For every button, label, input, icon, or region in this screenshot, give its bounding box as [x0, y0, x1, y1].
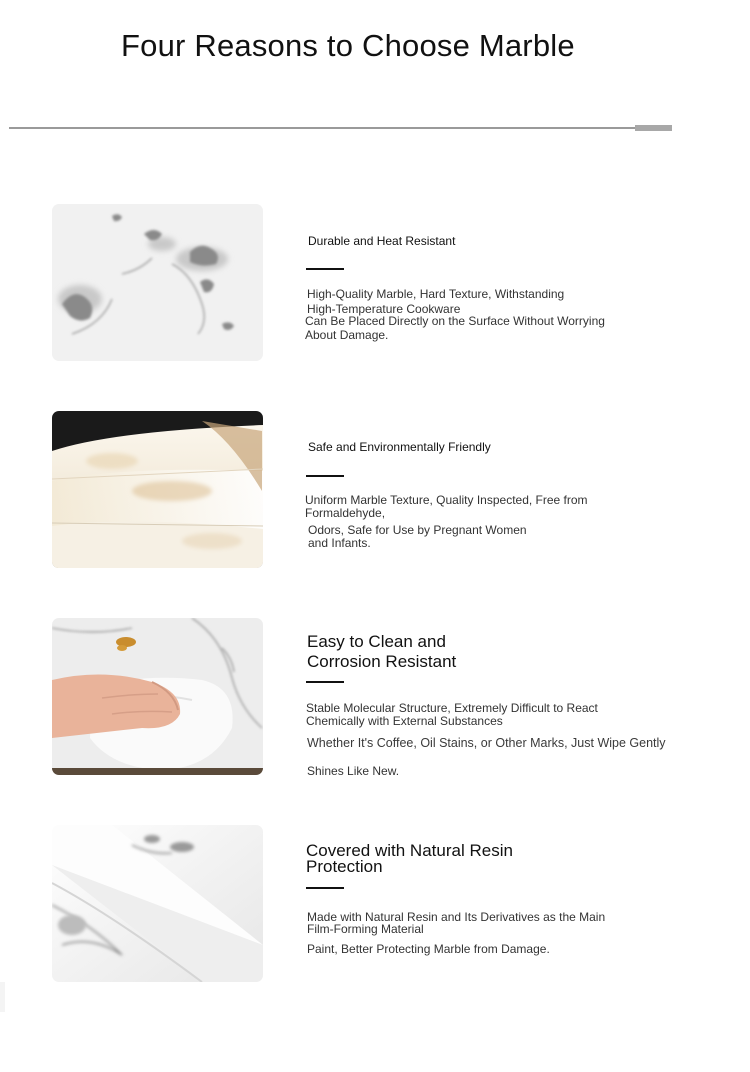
wiping-marble-image — [52, 618, 263, 775]
feature-description-line: Formaldehyde, — [305, 506, 386, 520]
page-title: Four Reasons to Choose Marble — [121, 28, 575, 63]
feature-title: Durable and Heat Resistant — [308, 234, 456, 248]
title-divider — [9, 127, 636, 129]
feature-description-line: High-Quality Marble, Hard Texture, Withstanding — [307, 287, 565, 301]
feature-title: Safe and Environmentally Friendly — [308, 440, 491, 454]
marble-slabs-image — [52, 411, 263, 568]
marble-texture-image — [52, 204, 263, 361]
feature-description-line: Whether It's Coffee, Oil Stains, or Other Marks, Just Wipe Gently — [307, 736, 666, 750]
feature-description-line: Shines Like New. — [307, 764, 400, 778]
divider-accent — [635, 125, 672, 131]
feature-description-line: and Infants. — [308, 536, 371, 550]
feature-description-line: About Damage. — [305, 328, 389, 342]
feature-easy-clean — [0, 618, 750, 778]
marble-edge-image — [52, 825, 263, 982]
feature-title: Corrosion Resistant — [307, 652, 457, 671]
feature-underline — [306, 268, 344, 270]
feature-durable — [0, 204, 750, 364]
feature-title: Covered with Natural Resin — [306, 841, 513, 860]
feature-description-line: High-Temperature Cookware — [307, 302, 461, 316]
feature-safe — [0, 411, 750, 571]
feature-resin — [0, 825, 750, 985]
feature-title: Easy to Clean and — [307, 632, 446, 651]
feature-description-line: Film-Forming Material — [307, 922, 424, 936]
feature-description-line: Stable Molecular Structure, Extremely Difficult to React — [306, 701, 598, 715]
feature-description-line: Made with Natural Resin and Its Derivatives as the Main — [307, 910, 606, 924]
feature-description-line: Odors, Safe for Use by Pregnant Women — [308, 523, 527, 537]
feature-description-line: Paint, Better Protecting Marble from Damage. — [307, 942, 550, 956]
edge-shadow — [0, 982, 5, 1012]
feature-description-line: Uniform Marble Texture, Quality Inspected, Free from — [305, 493, 588, 507]
feature-underline — [306, 475, 344, 477]
feature-description-line: Chemically with External Substances — [306, 714, 503, 728]
feature-description-line: Can Be Placed Directly on the Surface Without Worrying — [305, 314, 605, 328]
feature-underline — [306, 681, 344, 683]
feature-underline — [306, 887, 344, 889]
feature-title: Protection — [306, 857, 383, 876]
